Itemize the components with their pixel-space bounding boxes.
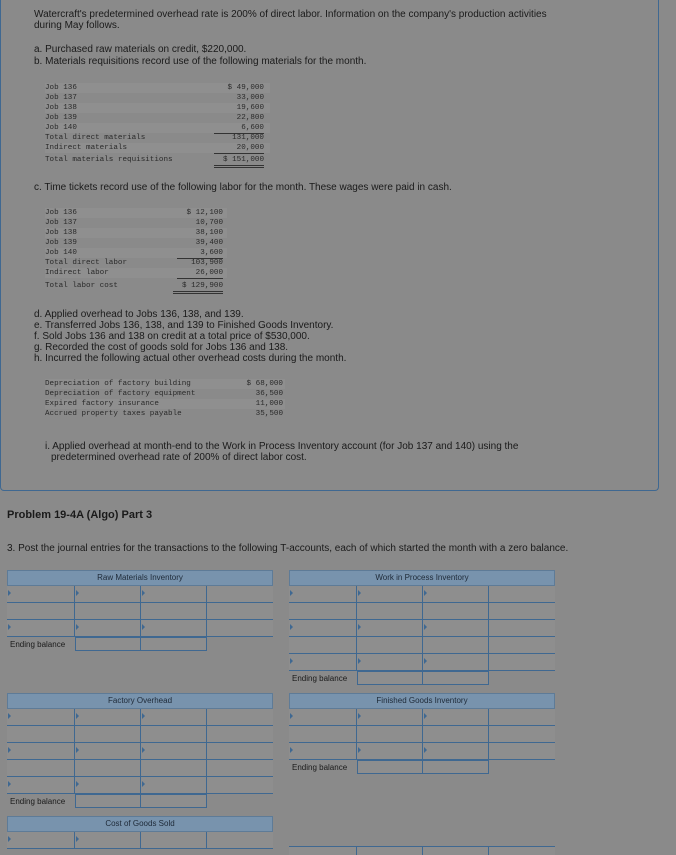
ending-balance-label: Ending balance xyxy=(292,674,348,683)
debit-description-input[interactable] xyxy=(7,777,75,793)
credit-description-input[interactable] xyxy=(423,709,489,725)
debit-description-input[interactable] xyxy=(289,620,357,636)
table-row: Expired factory insurance 11,000 xyxy=(45,400,283,408)
credit-amount-input[interactable] xyxy=(489,620,555,636)
t-account-title: Cost of Goods Sold xyxy=(7,816,273,832)
table-row: Accrued property taxes payable 35,500 xyxy=(45,410,283,418)
table-row: Depreciation of factory equipment 36,500 xyxy=(45,390,283,398)
table-row: Job 139 39,400 xyxy=(45,239,223,247)
ending-balance-input[interactable] xyxy=(141,794,207,808)
step-e: e. Transferred Jobs 136, 138, and 139 to Finished Goods Inventory. xyxy=(34,320,334,331)
t-account-row xyxy=(7,603,273,620)
table-row: Indirect materials 20,000 xyxy=(45,143,270,153)
step-i-line-1: i. Applied overhead at month-end to the Work in Process Inventory account (for Job 137 and 140) using the xyxy=(45,441,519,452)
debit-description-input[interactable] xyxy=(7,586,75,602)
debit-amount-input[interactable] xyxy=(75,586,141,602)
step-f: f. Sold Jobs 136 and 138 on credit at a total price of $530,000. xyxy=(34,331,310,342)
debit-description-input[interactable] xyxy=(289,603,357,619)
step-c: c. Time tickets record use of the following labor for the month. These wages were paid in cash. xyxy=(34,182,452,193)
debit-description-input[interactable] xyxy=(289,586,357,602)
ending-balance-input[interactable] xyxy=(141,637,207,651)
credit-description-input[interactable] xyxy=(141,603,207,619)
table-row: Job 140 6,600 xyxy=(45,123,270,133)
step-i-line-2: predetermined overhead rate of 200% of direct labor cost. xyxy=(51,452,307,463)
ending-balance-row xyxy=(289,671,555,687)
debit-description-input[interactable] xyxy=(7,709,75,725)
debit-amount-input[interactable] xyxy=(75,620,141,636)
step-a: a. Purchased raw materials on credit, $220,000. xyxy=(34,44,247,55)
t-account-row xyxy=(7,620,273,637)
credit-amount-input[interactable] xyxy=(489,743,555,759)
t-account-raw-materials xyxy=(7,570,273,653)
debit-amount-input[interactable] xyxy=(357,709,423,725)
credit-description-input[interactable] xyxy=(423,637,489,653)
debit-amount-input[interactable] xyxy=(357,637,423,653)
credit-amount-input[interactable] xyxy=(489,586,555,602)
credit-amount-input[interactable] xyxy=(207,726,273,742)
table-row: Job 139 22,800 xyxy=(45,114,264,122)
credit-description-input[interactable] xyxy=(141,709,207,725)
credit-description-input[interactable] xyxy=(141,620,207,636)
problem-instruction: 3. Post the journal entries for the transactions to the following T-accounts, each of which started the month with a zero balance. xyxy=(7,543,569,554)
step-h: h. Incurred the following actual other overhead costs during the month. xyxy=(34,353,347,364)
debit-description-input[interactable] xyxy=(7,760,75,776)
t-account-row xyxy=(7,586,273,603)
t-account-title: Work in Process Inventory xyxy=(289,570,555,586)
debit-amount-input[interactable] xyxy=(75,709,141,725)
debit-description-input[interactable] xyxy=(289,743,357,759)
debit-description-input[interactable] xyxy=(289,709,357,725)
step-b: b. Materials requisitions record use of the following materials for the month. xyxy=(34,56,367,67)
problem-heading: Problem 19-4A (Algo) Part 3 xyxy=(7,509,153,521)
debit-amount-input[interactable] xyxy=(357,743,423,759)
t-account-title: Finished Goods Inventory xyxy=(289,693,555,709)
credit-description-input[interactable] xyxy=(423,603,489,619)
credit-amount-input[interactable] xyxy=(207,777,273,793)
table-row: Indirect labor 26,000 xyxy=(45,268,227,278)
credit-description-input[interactable] xyxy=(423,743,489,759)
debit-description-input[interactable] xyxy=(7,832,75,848)
credit-amount-input[interactable] xyxy=(489,654,555,670)
debit-description-input[interactable] xyxy=(289,637,357,653)
credit-description-input[interactable] xyxy=(423,726,489,742)
table-row: Total materials requisitions $ 151,000 xyxy=(45,155,270,165)
debit-amount-input[interactable] xyxy=(357,586,423,602)
credit-amount-input[interactable] xyxy=(207,709,273,725)
debit-amount-input[interactable] xyxy=(75,743,141,759)
ending-balance-input[interactable] xyxy=(357,760,423,774)
ending-balance-input[interactable] xyxy=(75,794,141,808)
credit-amount-input[interactable] xyxy=(489,603,555,619)
t-account-row xyxy=(7,777,273,794)
debit-amount-input[interactable] xyxy=(75,777,141,793)
table-row: Total direct materials 131,000 xyxy=(45,134,264,142)
table-row: Total direct labor 103,900 xyxy=(45,259,223,267)
table-row: Job 136 $ 49,000 xyxy=(45,83,270,93)
t-account-row xyxy=(289,709,555,726)
ending-balance-row xyxy=(7,794,273,810)
step-d: d. Applied overhead to Jobs 136, 138, and 139. xyxy=(34,309,244,320)
debit-description-input[interactable] xyxy=(7,603,75,619)
t-account-factory-overhead xyxy=(7,693,273,810)
debit-description-input[interactable] xyxy=(7,743,75,759)
ending-balance-label: Ending balance xyxy=(292,763,348,772)
credit-amount-input[interactable] xyxy=(489,709,555,725)
t-account-row xyxy=(7,760,273,777)
t-account-row xyxy=(289,586,555,603)
credit-description-input[interactable] xyxy=(141,726,207,742)
table-row: Job 138 38,100 xyxy=(45,228,227,238)
t-account-row xyxy=(289,603,555,620)
intro-line-2: during May follows. xyxy=(34,20,120,31)
credit-amount-input[interactable] xyxy=(489,726,555,742)
ending-balance-input[interactable] xyxy=(423,671,489,685)
credit-description-input[interactable] xyxy=(141,743,207,759)
credit-description-input[interactable] xyxy=(423,620,489,636)
debit-amount-input[interactable] xyxy=(357,620,423,636)
debit-amount-input[interactable] xyxy=(357,603,423,619)
debit-amount-input[interactable] xyxy=(357,654,423,670)
credit-amount-input[interactable] xyxy=(207,743,273,759)
t-account-row xyxy=(289,654,555,671)
credit-description-input[interactable] xyxy=(423,586,489,602)
credit-description-input[interactable] xyxy=(141,777,207,793)
credit-amount-input[interactable] xyxy=(207,620,273,636)
debit-amount-input[interactable] xyxy=(357,726,423,742)
table-row: Job 137 10,700 xyxy=(45,219,223,227)
ending-balance-label: Ending balance xyxy=(10,640,66,649)
intro-line-1: Watercraft's predetermined overhead rate is 200% of direct labor. Information on the company's production activities xyxy=(34,9,547,20)
ending-balance-input[interactable] xyxy=(423,760,489,774)
debit-description-input[interactable] xyxy=(289,654,357,670)
credit-amount-input[interactable] xyxy=(207,586,273,602)
t-account-finished-goods xyxy=(289,693,555,776)
t-account-title: Raw Materials Inventory xyxy=(7,570,273,586)
ending-balance-input[interactable] xyxy=(75,637,141,651)
debit-description-input[interactable] xyxy=(289,726,357,742)
table-row: Job 136 $ 12,100 xyxy=(45,208,227,218)
credit-description-input[interactable] xyxy=(141,586,207,602)
t-account-row xyxy=(289,726,555,743)
credit-amount-input[interactable] xyxy=(489,637,555,653)
credit-description-input[interactable] xyxy=(141,832,207,848)
ending-balance-input[interactable] xyxy=(357,671,423,685)
debit-amount-input[interactable] xyxy=(75,832,141,848)
debit-amount-input[interactable] xyxy=(75,603,141,619)
credit-amount-input[interactable] xyxy=(207,603,273,619)
ending-balance-row xyxy=(7,637,273,653)
table-row: Depreciation of factory building $ 68,000 xyxy=(45,380,283,388)
t-account-row xyxy=(289,743,555,760)
debit-description-input[interactable] xyxy=(7,620,75,636)
table-row: Total labor cost $ 129,900 xyxy=(45,281,227,291)
credit-amount-input[interactable] xyxy=(207,760,273,776)
debit-description-input[interactable] xyxy=(7,726,75,742)
ending-balance-label: Ending balance xyxy=(10,797,66,806)
credit-amount-input[interactable] xyxy=(207,832,273,848)
debit-amount-input[interactable] xyxy=(75,726,141,742)
debit-amount-input[interactable] xyxy=(75,760,141,776)
t-account-cost-of-goods-sold xyxy=(7,816,273,849)
table-row: Job 140 3,600 xyxy=(45,248,227,258)
ending-balance-row xyxy=(289,760,555,776)
t-account-row xyxy=(7,726,273,743)
table-row: Job 138 19,600 xyxy=(45,103,270,113)
credit-description-input[interactable] xyxy=(423,654,489,670)
credit-description-input[interactable] xyxy=(141,760,207,776)
t-account-row xyxy=(289,637,555,654)
t-account-title: Factory Overhead xyxy=(7,693,273,709)
table-row: Job 137 33,000 xyxy=(45,94,264,102)
t-account-row xyxy=(7,709,273,726)
step-g: g. Recorded the cost of goods sold for Jobs 136 and 138. xyxy=(34,342,289,353)
t-account-row xyxy=(7,832,273,849)
t-account-row xyxy=(289,620,555,637)
t-account-work-in-process xyxy=(289,570,555,687)
t-account-row xyxy=(7,743,273,760)
